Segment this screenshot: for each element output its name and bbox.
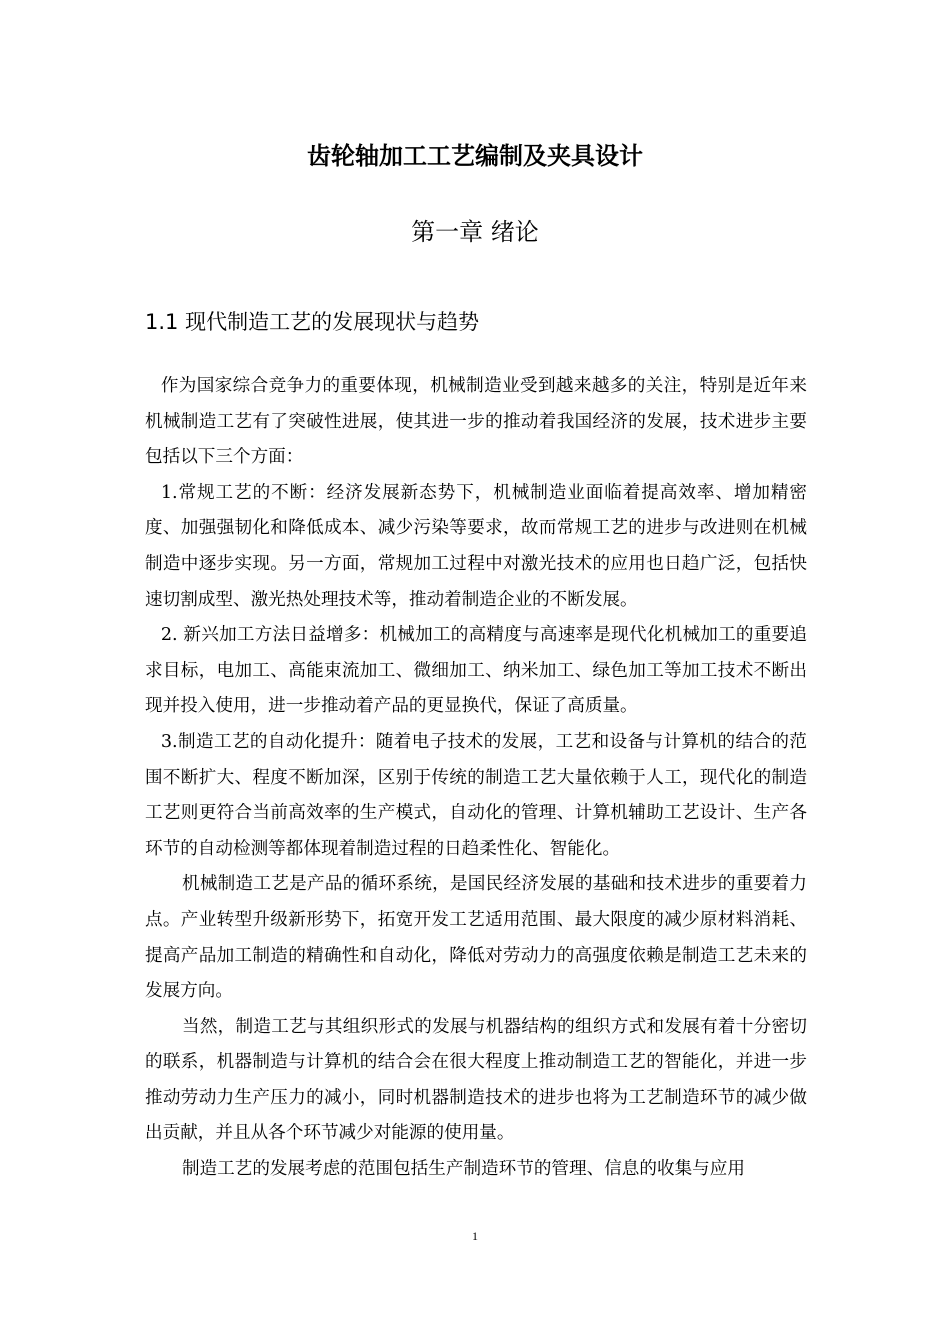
paragraph-item-3: 3.制造工艺的自动化提升：随着电子技术的发展，工艺和设备与计算机的结合的范围不断扩大、程度不断加深，区别于传统的制造工艺大量依赖于人工，现代化的制造工艺则更符合当前高效率的生产模式，自动化的管理、计算机辅助工艺设计、生产各环节的自动检测等都体现着制造过程的日趋柔性化、智能化。 (145, 731, 807, 859)
body-text (145, 369, 807, 1188)
paragraph-scope: 制造工艺的发展考虑的范围包括生产制造环节的管理、信息的收集与应用 (181, 1159, 745, 1180)
paragraph-item-2: 2. 新兴加工方法日益增多：机械加工的高精度与高速率是现代化机械加工的重要追求目标，电加工、高能束流加工、微细加工、纳米加工、绿色加工等加工技术不断出现并投入使用，进一步推动着产品的更显换代，保证了高质量。 (145, 625, 807, 717)
page-number: 1 (472, 1229, 478, 1243)
section-heading: 1.1 现代制造工艺的发展现状与趋势 (145, 310, 480, 334)
paragraph-item-1: 1.常规工艺的不断：经济发展新态势下，机械制造业面临着提高效率、增加精密度、加强强韧化和降低成本、减少污染等要求，故而常规工艺的进步与改进则在机械制造中逐步实现。另一方面，常规加工过程中对激光技术的应用也日趋广泛，包括快速切割成型、激光热处理技术等，推动着制造企业的不断发展。 (145, 482, 807, 610)
paragraph-organization: 当然，制造工艺与其组织形式的发展与机器结构的组织方式和发展有着十分密切的联系，机器制造与计算机的结合会在很大程度上推动制造工艺的智能化，并进一步推动劳动力生产压力的减小，同时机器制造技术的进步也将为工艺制造环节的减少做出贡献，并且从各个环节减少对能源的使用量。 (145, 1016, 807, 1144)
paragraph-trend: 机械制造工艺是产品的循环系统，是国民经济发展的基础和技术进步的重要着力点。产业转型升级新形势下，拓宽开发工艺适用范围、最大限度的减少原材料消耗、提高产品加工制造的精确性和自动化，降低对劳动力的高强度依赖是制造工艺未来的发展方向。 (145, 874, 807, 1002)
paragraph-intro: 作为国家综合竞争力的重要体现，机械制造业受到越来越多的关注，特别是近年来机械制造工艺有了突破性进展，使其进一步的推动着我国经济的发展，技术进步主要包括以下三个方面： (145, 376, 807, 468)
chapter-heading: 第一章 绪论 (411, 218, 539, 246)
document-title: 齿轮轴加工工艺编制及夹具设计 (307, 142, 643, 170)
